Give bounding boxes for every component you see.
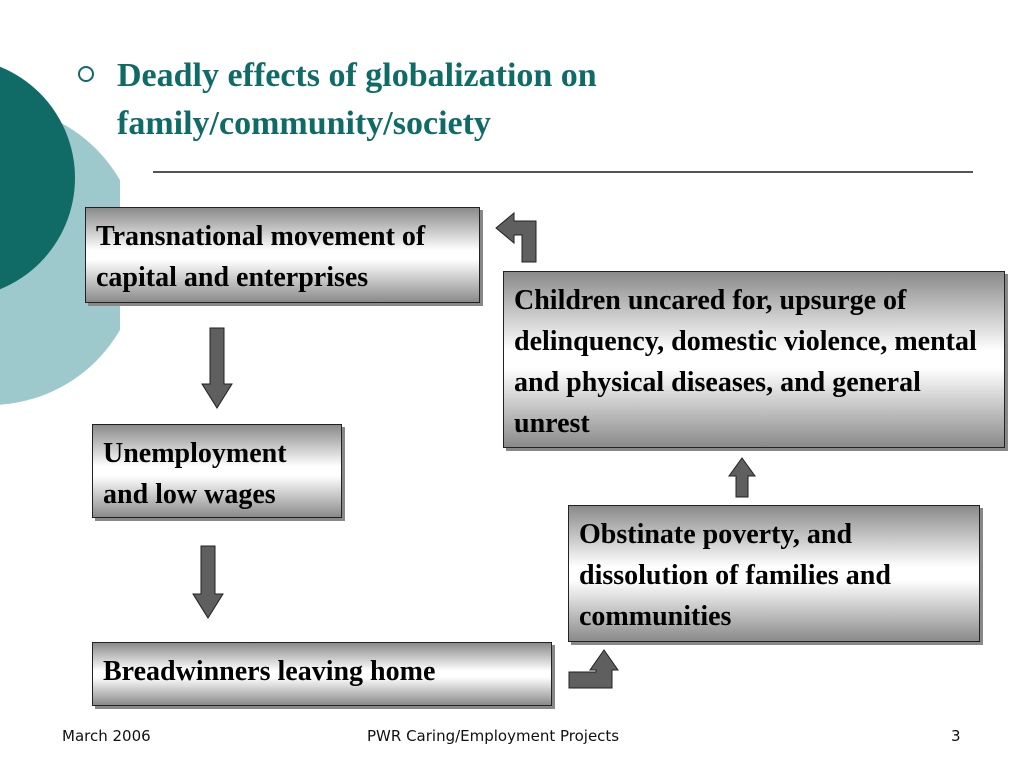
arrow-up: [729, 458, 755, 497]
footer-center-text: PWR Caring/Employment Projects: [367, 727, 620, 745]
node-children: Children uncared for, upsurge of delinquency, domestic violence, mental and physical diseases, and general unrest: [503, 271, 1005, 448]
node-transnational: Transnational movement of capital and enterprises: [85, 207, 480, 303]
node-poverty: Obstinate poverty, and dissolution of families and communities: [568, 505, 980, 642]
arrow-down-1: [202, 328, 232, 408]
node-unemployment: Unemployment and low wages: [92, 424, 342, 518]
page-number: 3: [951, 727, 961, 745]
arrow-down-2: [193, 546, 223, 618]
node-breadwinners: Breadwinners leaving home: [92, 642, 552, 706]
arrow-bent-up-left: [496, 213, 536, 262]
slide-title: Deadly effects of globalization on family/community/society: [117, 57, 597, 142]
footer-date: March 2006: [62, 727, 151, 745]
arrow-bent-up-right: [569, 650, 618, 688]
